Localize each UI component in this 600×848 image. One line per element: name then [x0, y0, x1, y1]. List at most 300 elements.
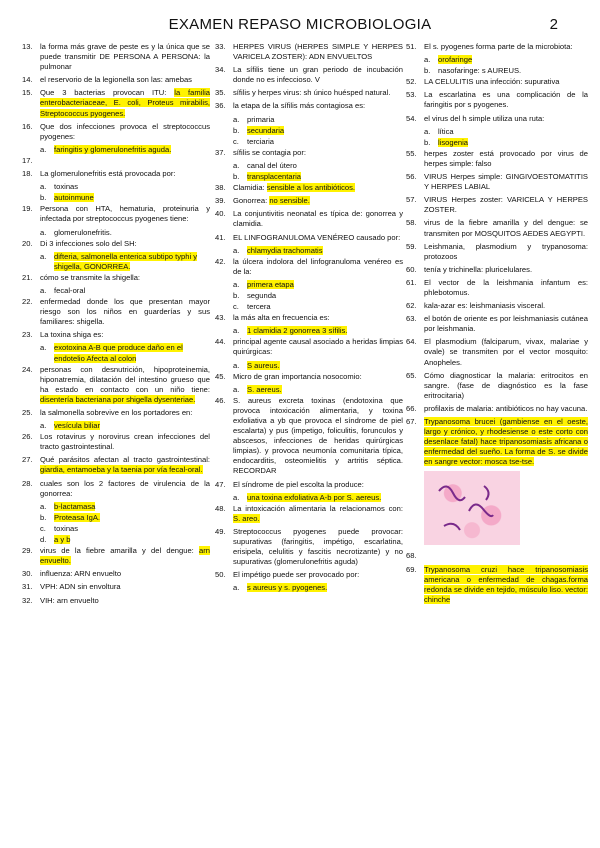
question-item: [22, 156, 210, 166]
text: la más alta en frecuencia es:: [233, 313, 330, 323]
option-letter: a.: [40, 251, 47, 261]
question-number: 37.: [215, 147, 226, 157]
text: La intoxicación alimentaria la relacionamos con:: [233, 503, 403, 513]
question-text: [424, 314, 588, 334]
option-letter: b.: [424, 137, 431, 147]
text: VIRUS Herpes zoster: VARICELA Y HERPES ZOSTER.: [424, 195, 588, 215]
question-text: [233, 504, 403, 524]
text: La sífilis tiene un gran periodo de incubación donde no es infeccioso. V: [233, 65, 403, 85]
option-text: [247, 385, 282, 395]
text: VPH: ADN sin envoltura: [40, 582, 121, 592]
question-text: [40, 408, 210, 418]
option-letter: b.: [40, 193, 47, 203]
option-text: [247, 246, 323, 256]
question-text: [40, 273, 210, 283]
text: chlamydia trachomatis: [247, 245, 323, 255]
text: VIRUS Herpes simple: GINGIVOESTOMATITIS Y HERPES LABIAL: [424, 172, 588, 192]
question-item: [22, 330, 210, 340]
question-text: [424, 218, 588, 238]
question-text: [40, 569, 210, 579]
text: personas con desnutrición, hipoproteinemia, hiponatremia, dilatación del intestino grueso que ha estado en contacto con un niño tiene:: [40, 364, 210, 394]
text: tercera: [247, 302, 271, 312]
question-number: 40.: [215, 209, 226, 219]
text: toxinas: [54, 182, 79, 192]
option-text: [54, 193, 94, 203]
option-letter: a.: [424, 55, 431, 65]
question-text: [424, 90, 588, 110]
question-item: [22, 75, 210, 85]
question-number: 63.: [406, 314, 417, 324]
question-item: [215, 196, 403, 206]
highlighted-answer: no sensible.: [269, 196, 310, 206]
question-number: 44.: [215, 337, 226, 347]
question-item: [215, 88, 403, 98]
question-item: [406, 42, 588, 52]
question-item: [215, 183, 403, 193]
question-text: [40, 582, 210, 592]
question-text: [40, 455, 210, 475]
text: canal del útero: [247, 160, 297, 170]
question-text: [40, 479, 210, 499]
question-text: [40, 239, 210, 249]
highlighted-answer: sensible a los antibióticos.: [266, 183, 356, 193]
text: La conjuntivitis neonatal es típica de: gonorrea y clamidia.: [233, 209, 403, 229]
text: exotoxina A-B que produce daño en el endotelio Afecta al colon: [54, 343, 183, 363]
question-number: 39.: [215, 196, 226, 206]
question-item: [406, 90, 588, 110]
answer-option: [233, 361, 403, 371]
answer-option: [233, 302, 403, 312]
text: el reservorio de la legionella son las: amebas: [40, 75, 192, 85]
question-number: 32.: [22, 595, 33, 605]
text: lisogenia: [438, 137, 468, 147]
text: vesícula biliar: [54, 421, 101, 431]
option-text: [247, 493, 381, 503]
question-item: [22, 455, 210, 475]
question-number: 60.: [406, 264, 417, 274]
option-letter: a.: [40, 343, 47, 353]
answer-option: [233, 326, 403, 336]
question-item: [215, 480, 403, 490]
option-text: [54, 182, 78, 192]
question-number: 19.: [22, 204, 33, 214]
question-item: [406, 114, 588, 124]
option-text: [438, 127, 454, 137]
question-item: [406, 314, 588, 334]
answer-option: [233, 137, 403, 147]
option-letter: b.: [233, 125, 240, 135]
text: autoinmune: [54, 193, 94, 203]
question-text: [233, 372, 403, 382]
question-item: [215, 396, 403, 477]
text: transplacentaria: [247, 172, 302, 182]
text: sífilis se contagia por:: [233, 147, 307, 157]
question-number: 14.: [22, 75, 33, 85]
question-number: 38.: [215, 183, 226, 193]
question-item: [22, 204, 210, 224]
answer-option: [233, 161, 403, 171]
text: Qué parásitos afectan al tracto gastrointestinal:: [40, 455, 210, 465]
option-letter: a.: [233, 326, 240, 336]
text: cómo se transmite la shigella:: [40, 272, 141, 282]
question-item: [406, 404, 588, 414]
question-text: [40, 88, 210, 118]
text: El plasmodium (falciparum, vivax, malariae y ovale) se transmiten por el vector mosquito: Anopheles.: [424, 337, 588, 367]
text: El s. pyogenes forma parte de la microbiota:: [424, 42, 573, 51]
option-letter: c.: [233, 302, 239, 312]
question-number: 30.: [22, 569, 33, 579]
text: segunda: [247, 290, 277, 300]
text: La toxina shiga es:: [40, 330, 104, 340]
text: LA CELULITIS una infección: supurativa: [424, 77, 560, 87]
option-letter: a.: [233, 360, 240, 370]
answer-option: [233, 246, 403, 256]
question-number: 26.: [22, 432, 33, 442]
highlighted-answer: giardia, entamoeba y la taenia por vía fecal-oral.: [40, 465, 203, 475]
option-letter: a.: [40, 421, 47, 431]
question-number: 20.: [22, 238, 33, 248]
question-number: 58.: [406, 218, 417, 228]
question-text: [424, 278, 588, 298]
question-text: [40, 297, 210, 327]
question-number: 16.: [22, 121, 33, 131]
question-item: [215, 148, 403, 158]
question-text: [424, 371, 588, 401]
question-item: [22, 273, 210, 283]
column-1: [22, 42, 210, 609]
text: principal agente causal asociado a heridas limpias quirúrgicas:: [233, 337, 403, 357]
question-item: [22, 122, 210, 142]
question-number: 64.: [406, 337, 417, 347]
highlighted-answer: S. areo.: [233, 513, 260, 523]
option-text: [247, 161, 297, 171]
question-number: 49.: [215, 526, 226, 536]
text: influenza: ARN envuelto: [40, 569, 122, 579]
question-number: 52.: [406, 77, 417, 87]
option-text: [247, 291, 276, 301]
text: Di 3 infecciones solo del SH:: [40, 238, 137, 248]
question-text: [424, 195, 588, 215]
answer-option: [40, 421, 210, 431]
answer-option: [233, 280, 403, 290]
text: sífilis y herpes virus: sh único huésped natural.: [233, 88, 391, 98]
option-text: [54, 145, 171, 155]
option-text: [54, 421, 100, 431]
question-number: 29.: [22, 546, 33, 556]
question-number: 59.: [406, 241, 417, 251]
question-item: [215, 101, 403, 111]
question-text: [424, 42, 588, 52]
highlighted-answer: la familia enterobacteriaceae, E. coli, Proteus mirabilis, Streptococcus pyogenes.: [40, 88, 210, 118]
question-text: [40, 156, 210, 166]
option-text: [54, 513, 100, 523]
option-letter: c.: [40, 523, 46, 533]
question-number: 31.: [22, 582, 33, 592]
answer-option: [424, 127, 588, 137]
text: El impétigo puede ser provocado por:: [233, 570, 360, 580]
text: fecal-oral: [54, 285, 86, 295]
option-text: [247, 126, 284, 136]
question-item: [22, 239, 210, 249]
text: b-lactamasa: [54, 501, 96, 511]
answer-option: [233, 493, 403, 503]
question-item: [215, 504, 403, 524]
question-item: [22, 365, 210, 405]
highlighted-answer: arn envuelto.: [40, 546, 210, 566]
option-letter: a.: [40, 501, 47, 511]
text: virus de la fiebre amarilla y del dengue:: [40, 546, 194, 556]
text: 1 clamidia 2 gonorrea 3 sífilis.: [247, 326, 348, 336]
question-item: [22, 42, 210, 72]
question-text: [233, 183, 403, 193]
option-letter: a.: [233, 114, 240, 124]
question-number: 57.: [406, 195, 417, 205]
question-number: 48.: [215, 503, 226, 513]
question-number: 33.: [215, 42, 226, 51]
option-text: [247, 280, 294, 290]
option-letter: a.: [233, 279, 240, 289]
question-text: [424, 77, 588, 87]
question-number: 18.: [22, 169, 33, 179]
question-text: [424, 172, 588, 192]
option-letter: a.: [233, 160, 240, 170]
text: Gonorrea:: [233, 196, 268, 206]
question-item: [406, 172, 588, 192]
question-number: 15.: [22, 88, 33, 98]
text: La glomerulonefritis está provocada por:: [40, 169, 176, 179]
column-2: [215, 42, 403, 595]
question-item: [406, 565, 588, 605]
question-number: 27.: [22, 455, 33, 465]
text: S. aureus excreta toxinas (endotoxina que provoca intoxicación alimentaria, y toxina exfoliativa a yb que provoca el síndrome de piel escalarta) y pus (impetigo, foliculitis, forunculos y abscesos, infecciones de heridas quirúrgicas limpias). y provoca neumonía comunitaria típica, endocarditis, osteomielitis y artritis séptica. RECORDAR: [233, 395, 403, 476]
answer-option: [40, 524, 210, 534]
text: secundaria: [247, 125, 285, 135]
question-item: [215, 65, 403, 85]
answer-option: [40, 535, 210, 545]
text: la etapa de la sífilis más contagiosa es:: [233, 101, 366, 111]
text: la salmonella sobrevive en los portadores en:: [40, 408, 193, 417]
option-text: [247, 137, 274, 147]
question-item: [406, 149, 588, 169]
option-letter: d.: [40, 535, 47, 545]
text: la úlcera indolora del linfogranuloma venéreo es de la:: [233, 256, 403, 276]
question-text: [40, 122, 210, 142]
question-item: [22, 569, 210, 579]
option-text: [438, 66, 521, 76]
answer-option: [40, 343, 210, 363]
answer-option: [424, 55, 588, 65]
text: s aureus y s. pyogenes.: [247, 583, 328, 593]
option-text: [247, 361, 280, 371]
text: nasofaringe: s AUREUS.: [438, 66, 522, 76]
text: lítica: [438, 126, 454, 136]
option-letter: a.: [40, 285, 47, 295]
text: el virus del h simple utiliza una ruta:: [424, 113, 545, 123]
question-number: 35.: [215, 88, 226, 98]
text: Micro de gran importancia nosocomio:: [233, 371, 362, 381]
option-letter: a.: [233, 583, 240, 593]
option-letter: b.: [233, 290, 240, 300]
text: El vector de la leishmania infantum es: phlebotomus.: [424, 277, 588, 297]
question-text: [233, 570, 403, 580]
question-item: [22, 169, 210, 179]
question-number: 36.: [215, 101, 226, 111]
question-number: 68.: [406, 551, 417, 561]
option-letter: a.: [233, 384, 240, 394]
option-letter: b.: [40, 512, 47, 522]
text: toxinas: [54, 523, 79, 533]
option-letter: a.: [233, 245, 240, 255]
option-text: [438, 55, 472, 65]
question-item: [215, 313, 403, 323]
option-text: [247, 583, 327, 593]
question-number: 17.: [22, 155, 33, 165]
question-number: 65.: [406, 370, 417, 380]
text: la forma más grave de peste es y la única que se puede transmitir DE PERSONA A PERSONA: la pulmonar: [40, 42, 210, 72]
question-text: [233, 101, 403, 111]
question-number: 61.: [406, 277, 417, 287]
question-item: [215, 257, 403, 277]
question-text: [233, 148, 403, 158]
question-text: [424, 265, 588, 275]
answer-option: [40, 502, 210, 512]
text: primaria: [247, 114, 275, 124]
answer-option: [233, 291, 403, 301]
answer-option: [233, 583, 403, 593]
answer-option: [233, 126, 403, 136]
question-text: [424, 242, 588, 262]
question-item: [406, 551, 588, 561]
answer-option: [40, 145, 210, 155]
text: S. aereus.: [247, 384, 282, 394]
answer-option: [40, 182, 210, 192]
answer-option: [424, 66, 588, 76]
question-text: [40, 330, 210, 340]
question-number: 47.: [215, 479, 226, 489]
question-item: [22, 546, 210, 566]
question-item: [22, 596, 210, 606]
question-item: [215, 209, 403, 229]
question-text: [424, 301, 588, 311]
question-text: [233, 337, 403, 357]
question-item: [406, 218, 588, 238]
text: La escarlatina es una complicación de la faringitis por s pyogenes.: [424, 90, 588, 110]
question-text: [233, 65, 403, 85]
question-item: [406, 417, 588, 467]
question-text: [233, 209, 403, 229]
option-text: [247, 172, 301, 182]
question-text: [40, 432, 210, 452]
text: Streptococcus pyogenes puede provocar: supurativas (faringitis, impétigo, escarlatina, erisipela, celulitis y fascitis necrotizante) y no supurativas (glomerulonefritis aguda): [233, 526, 403, 567]
question-item: [406, 242, 588, 262]
option-text: [54, 343, 210, 363]
option-letter: a.: [424, 126, 431, 136]
answer-option: [40, 286, 210, 296]
question-item: [406, 278, 588, 298]
question-text: [424, 114, 588, 124]
question-text: [424, 337, 588, 367]
question-number: 45.: [215, 371, 226, 381]
answer-option: [424, 138, 588, 148]
question-item: [22, 297, 210, 327]
question-item: [406, 337, 588, 367]
text: primera etapa: [247, 279, 294, 289]
question-number: 22.: [22, 297, 33, 307]
question-item: [22, 432, 210, 452]
question-text: [424, 404, 588, 414]
option-letter: b.: [233, 172, 240, 182]
question-item: [215, 372, 403, 382]
question-item: [22, 408, 210, 418]
text: S aureus.: [247, 360, 280, 370]
option-letter: a.: [40, 182, 47, 192]
option-letter: b.: [424, 66, 431, 76]
page-title: EXAMEN REPASO MICROBIOLOGIA: [168, 16, 432, 33]
text: VIH: arn envuelto: [40, 595, 99, 605]
option-text: [54, 228, 112, 238]
text: HERPES VIRUS (HERPES SIMPLE Y HERPES VARICELA ZOSTER): ADN ENVUELTOS: [233, 42, 403, 62]
page-number: 2: [549, 16, 558, 33]
question-item: [215, 570, 403, 580]
question-number: 34.: [215, 65, 226, 75]
text: Proteasa IgA.: [54, 512, 101, 522]
answer-option: [40, 252, 210, 272]
question-item: [215, 527, 403, 567]
text: a y b: [54, 535, 71, 545]
question-text: [40, 596, 210, 606]
text: glomerulonefritis.: [54, 227, 112, 237]
option-text: [54, 252, 210, 272]
text: tenía y trichinella: pluricelulares.: [424, 264, 533, 274]
question-text: [40, 204, 210, 224]
option-letter: a.: [233, 492, 240, 502]
question-number: 42.: [215, 256, 226, 266]
column-3: [406, 42, 588, 608]
question-number: 13.: [22, 42, 33, 51]
text: faringitis y glomerulonefritis aguda.: [54, 144, 172, 154]
question-text: [233, 196, 403, 206]
text: enfermedad donde los que presentan mayor riesgo son los niños en guarderías y sus familiares: shigella.: [40, 297, 210, 327]
option-text: [54, 524, 78, 534]
question-number: 50.: [215, 570, 226, 580]
text: Clamidia:: [233, 183, 265, 193]
question-text: [424, 565, 588, 605]
question-number: 21.: [22, 272, 33, 282]
trypanosoma-micrograph-image: [424, 471, 520, 545]
highlighted-answer: Trypanosoma brucei (gambiense en el oeste, largo y crónico, y rhodesiense o este corto con desenlace fatal) hace tripanosomiasis africana o enfermedad del sueño. La forma de S. se divide en sangre vector: mosca tse-tse.: [424, 417, 588, 467]
text: EL LINFOGRANULOMA VENÉREO causado por:: [233, 232, 401, 242]
question-text: [40, 365, 210, 405]
option-text: [54, 502, 95, 512]
question-number: 28.: [22, 478, 33, 488]
option-text: [247, 115, 274, 125]
question-number: 62.: [406, 301, 417, 311]
question-number: 51.: [406, 42, 417, 51]
question-item: [22, 88, 210, 118]
question-text: [40, 75, 210, 85]
question-text: [424, 149, 588, 169]
text: difteria, salmonella enterica subtipo typhi y shigella, GONORREA.: [54, 251, 198, 271]
text: el botón de oriente es por leishmaniasis cutánea por leishmania.: [424, 314, 588, 334]
question-text: [233, 257, 403, 277]
option-text: [54, 286, 85, 296]
text: virus de la fiebre amarilla y del dengue: se transmiten por MOSQUITOS AEDES AEGYPTI.: [424, 218, 588, 238]
question-text: [40, 546, 210, 566]
question-number: 69.: [406, 564, 417, 574]
question-text: [233, 233, 403, 243]
answer-option: [40, 193, 210, 203]
option-letter: c.: [233, 136, 239, 146]
